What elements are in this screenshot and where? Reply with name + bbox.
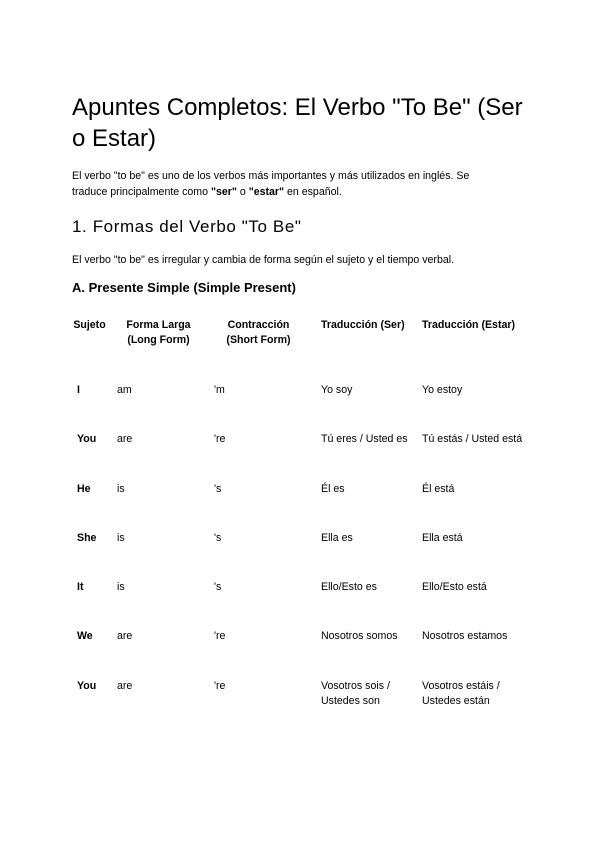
estar-translation-cell: Ello/Esto está — [422, 581, 487, 594]
estar-translation-cell: Yo estoy — [422, 384, 463, 396]
short-form-cell: 's — [214, 581, 222, 594]
long-form-cell: is — [117, 531, 125, 544]
section-heading: 1. Formas del Verbo "To Be" — [72, 217, 302, 236]
long-form-cell: are — [117, 630, 133, 643]
estar-translation-cell: Ella está — [422, 531, 463, 544]
table-row — [72, 432, 532, 481]
section-paragraph: El verbo "to be" es irregular y cambia de forma según el sujeto y el tiempo verbal. — [72, 254, 455, 266]
ser-translation-cell: Vosotros sois / Ustedes son — [321, 679, 390, 707]
header-short-form: Contracción (Short Form) — [226, 319, 291, 346]
long-form-cell: am — [117, 384, 132, 396]
short-form-cell: 're — [214, 433, 226, 446]
ser-translation-cell: Ello/Esto es — [321, 581, 377, 594]
header-long-form: Forma Larga (Long Form) — [126, 319, 191, 346]
short-form-cell: 's — [214, 482, 222, 495]
ser-translation-cell: Nosotros somos — [321, 630, 398, 643]
long-form-cell: is — [117, 482, 125, 495]
estar-translation-cell: Tú estás / Usted está — [422, 433, 523, 446]
short-form-cell: 're — [214, 630, 226, 643]
ser-translation-cell: Yo soy — [321, 384, 353, 396]
ser-translation-cell: Él es — [321, 482, 345, 495]
table-row — [72, 629, 532, 678]
table-row — [72, 482, 532, 531]
short-form-cell: 's — [214, 531, 222, 544]
estar-translation-cell: Nosotros estamos — [422, 630, 508, 643]
ser-translation-cell: Ella es — [321, 531, 353, 544]
table-body — [72, 383, 532, 728]
subject-cell: She — [77, 531, 97, 544]
page-title: Apuntes Completos: El Verbo "To Be" (Ser o Estar) — [72, 94, 523, 152]
intro-paragraph — [72, 168, 502, 200]
ser-translation-cell: Tú eres / Usted es — [321, 433, 408, 446]
header-translation-estar: Traducción (Estar) — [422, 319, 516, 331]
subject-cell: You — [77, 433, 97, 446]
estar-translation-cell: Vosotros estáis / Ustedes están — [422, 679, 500, 707]
subject-cell: It — [77, 581, 84, 594]
intro-text-middle: o — [236, 186, 249, 198]
table-row — [72, 531, 532, 580]
long-form-cell: are — [117, 679, 133, 692]
long-form-cell: are — [117, 433, 133, 446]
table-row — [72, 679, 532, 728]
intro-bold-ser: "ser" — [210, 186, 237, 198]
intro-text-end: en español. — [284, 186, 342, 198]
table-header-row — [72, 318, 532, 372]
subject-cell: You — [77, 679, 97, 692]
intro-text-start: El verbo "to be" es uno de los verbos más importantes y más utilizados en inglés. Se traduce principalmente como — [72, 170, 470, 198]
header-subject: Sujeto — [73, 319, 106, 331]
long-form-cell: is — [117, 581, 125, 594]
table-row — [72, 580, 532, 629]
header-translation-ser: Traducción (Ser) — [321, 319, 405, 331]
short-form-cell: 're — [214, 679, 226, 692]
short-form-cell: 'm — [214, 384, 225, 396]
table-row — [72, 383, 532, 432]
subject-cell: He — [77, 482, 91, 495]
subject-cell: We — [77, 630, 93, 643]
subsection-heading: A. Presente Simple (Simple Present) — [72, 280, 296, 295]
intro-bold-estar: "estar" — [248, 186, 285, 198]
subject-cell: I — [77, 384, 80, 396]
estar-translation-cell: Él está — [422, 482, 455, 495]
conjugation-table — [72, 318, 532, 728]
